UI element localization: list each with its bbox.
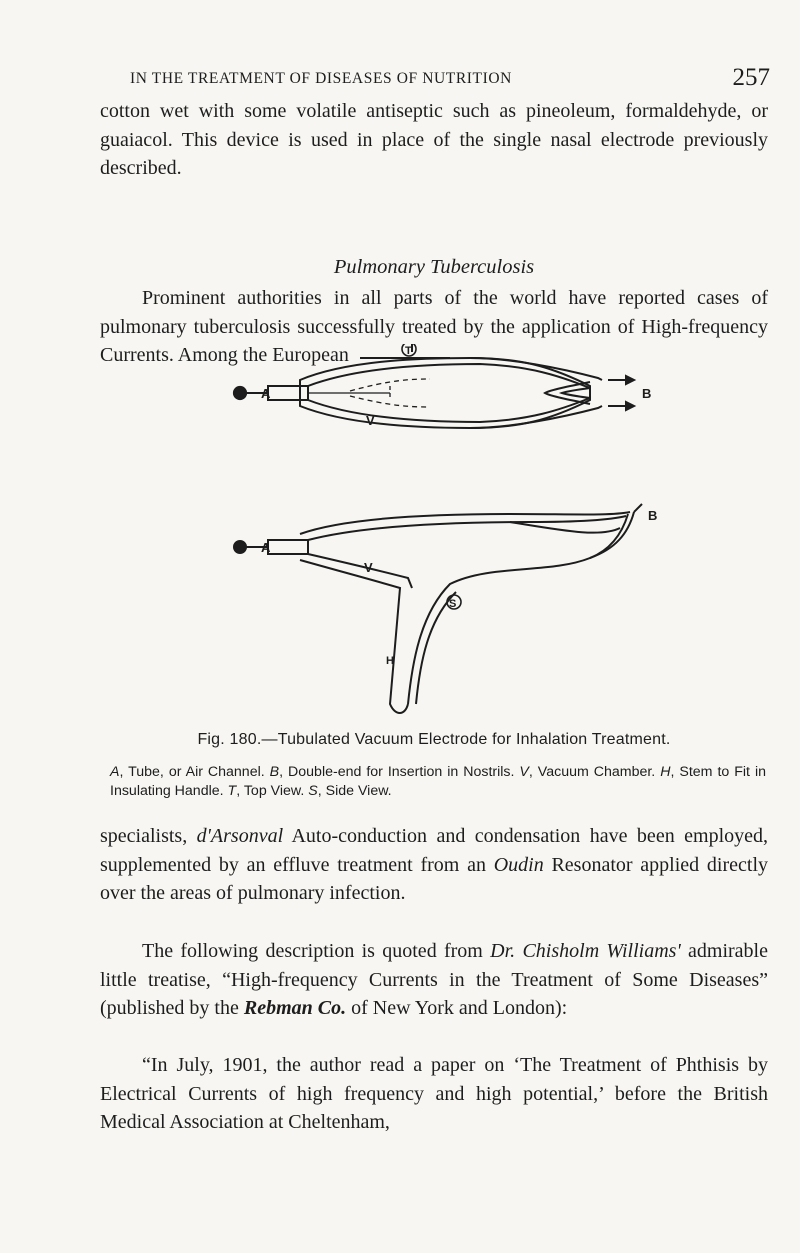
legend-key-t: T — [227, 783, 237, 799]
legend-text-a: Tube, or Air Channel. — [128, 764, 265, 780]
paragraph-intro: Prominent authorities in all parts of the world have reported cases of pulmonary tuberculosis successfully treated by the application of High-frequency Currents. Among the European — [100, 287, 768, 367]
text-run: Resonator applied directly over the areas of pulmonary infection. — [100, 853, 768, 905]
legend-key-h: H — [660, 764, 671, 780]
section-heading: Pulmonary Tuberculosis — [333, 256, 535, 278]
legend-text-t: Top View. — [243, 783, 305, 799]
paragraph-quotation: “In July, 1901, the author read a paper on ‘The Treatment of Phthisis by Electrical Currents of high frequency and high potential,’ before the British Medical Association at Cheltenham, — [100, 1054, 768, 1134]
arrow-tail-icon — [234, 541, 246, 553]
double-end-label-side: B — [648, 508, 658, 523]
legend-text-b: Double-end for Insertion in Nostrils. — [288, 764, 515, 780]
name-chisholm-williams: Dr. Chisholm Williams' — [490, 940, 681, 962]
text-run: Auto-conduction and condensation have been employed, supplemented by an effluve treatment from an — [100, 825, 768, 876]
paragraph-quote-intro — [100, 937, 768, 1023]
figure-legend: A, Tube, or Air Channel. B, Double-end for Insertion in Nostrils. V, Vacuum Chamber. H, Stem to Fit in Insulating Handle. T, Top View. S, Side View. — [110, 764, 767, 799]
side-view-label: S — [449, 598, 457, 610]
top-view-drawing — [234, 344, 651, 428]
legend-key-s: S — [308, 783, 318, 799]
double-end-label-top: B — [642, 386, 652, 401]
legend-text-h: Stem to Fit in Insulating Handle. — [110, 764, 767, 799]
name-rebman-co: Rebman Co. — [243, 997, 347, 1020]
name-darsonval: d'Arsonval — [196, 825, 284, 847]
paragraph-specialists — [100, 822, 768, 908]
electrode-figure — [150, 344, 690, 729]
stem-label: H — [386, 655, 394, 667]
top-view-label: T — [405, 345, 412, 357]
text-run: of New York and London): — [346, 997, 568, 1020]
running-title: IN THE TREATMENT OF DISEASES OF NUTRITION — [130, 70, 512, 87]
legend-text-v: Vacuum Chamber. — [537, 764, 656, 780]
chamber-label-top: V — [366, 413, 375, 428]
figure-caption-title: Fig. 180.—Tubulated Vacuum Electrode for Inhalation Treatment. — [197, 731, 671, 748]
text-run: specialists, — [100, 825, 197, 847]
legend-text-s: Side View. — [325, 783, 392, 799]
text-run: The following description is quoted from — [142, 940, 491, 962]
tube-label-top: A — [261, 386, 271, 401]
side-view-drawing — [234, 504, 657, 713]
paragraph-continuation: cotton wet with some volatile antiseptic such as pineoleum, formaldehyde, or guaiacol. This device is used in place of the single nasal electrode previously described. — [100, 100, 768, 180]
chamber-label-side: V — [364, 560, 373, 575]
name-oudin: Oudin — [493, 853, 544, 876]
legend-key-v: V — [519, 764, 529, 780]
legend-key-b: B — [269, 764, 280, 780]
arrow-tail-icon — [234, 387, 246, 399]
legend-key-a: A — [110, 764, 120, 780]
tube-label-side: A — [261, 540, 271, 555]
page-number: 257 — [732, 64, 770, 91]
text-run: admirable little treatise, “High-frequency Currents in the Treatment of Some Diseases” (published by the — [100, 940, 768, 1020]
